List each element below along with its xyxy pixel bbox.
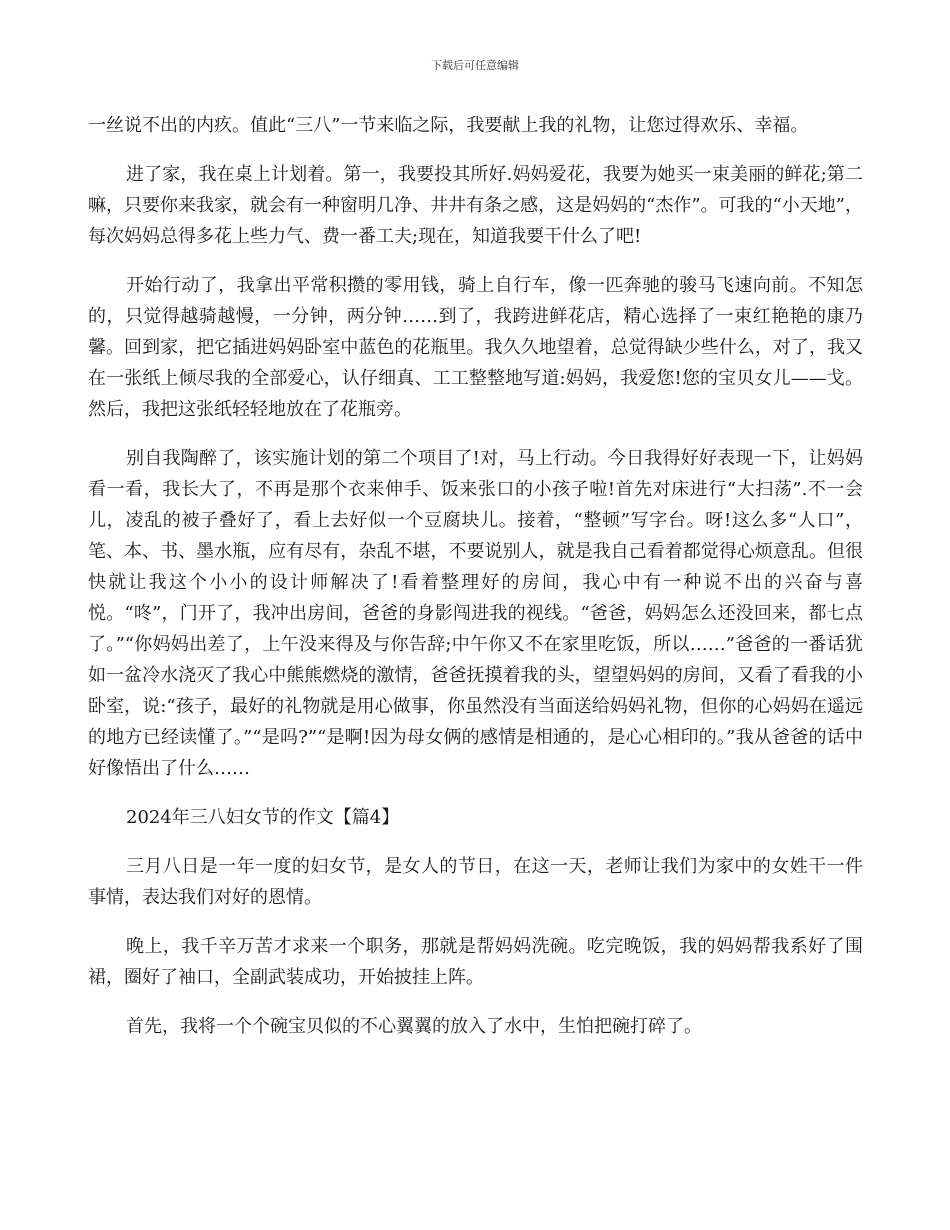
section-heading: 2024年三八妇女节的作文【篇4】 [126, 807, 400, 828]
page-header: 下载后可任意编辑 [431, 59, 519, 72]
paragraph: 首先，我将一个个碗宝贝似的不心翼翼的放入了水中，生怕把碗打碎了。 [126, 1016, 702, 1037]
paragraph: 开始行动了，我拿出平常积攒的零用钱，骑上自行车，像一匹奔驰的骏马飞速向前。不知怎的，只觉得越骑越慢，一分钟，两分钟……到了，我跨进鲜花店，精心选择了一束红艳艳的康乃馨。回到家，把它插进妈妈卧室中蓝色的花瓶里。我久久地望着，总觉得缺少些什么，对了，我又在一张纸上倾尽我的全部爱心，认仔细真、工工整整地写道:妈妈，我爱您!您的宝贝女儿——戈。然后，我把这张纸轻轻地放在了花瓶旁。 [88, 275, 863, 420]
document-body [88, 110, 863, 1060]
paragraph: 三月八日是一年一度的妇女节，是女人的节日，在这一天，老师让我们为家中的女姓干一件事情，表达我们对好的恩情。 [88, 856, 863, 908]
paragraph: 别自我陶醉了，该实施计划的第二个项目了!对，马上行动。今日我得好好表现一下，让妈妈看一看，我长大了，不再是那个衣来伸手、饭来张口的小孩子啦!首先对床进行“大扫荡”.不一会儿，凌乱的被子叠好了，看上去好似一个豆腐块儿。接着，“整顿”写字台。呀!这么多“人口”，笔、本、书、墨水瓶，应有尽有，杂乱不堪，不要说别人，就是我自己看着都觉得心烦意乱。但很快就让我这个小小的设计师解决了!看着整理好的房间，我心中有一种说不出的兴奋与喜悦。“咚”，门开了，我冲出房间，爸爸的身影闯进我的视线。“爸爸，妈妈怎么还没回来，都七点了。”“你妈妈出差了，上午没来得及与你告辞;中午你又不在家里吃饭，所以……”爸爸的一番话犹如一盆冷水浇灭了我心中熊熊燃烧的激情，爸爸抚摸着我的头，望望妈妈的房间，又看了看我的小卧室，说:“孩子，最好的礼物就是用心做事，你虽然没有当面送给妈妈礼物，但你的心妈妈在遥远的地方已经读懂了。”“是吗?”“是啊!因为母女俩的感情是相通的，是心心相印的。”我从爸爸的话中好像悟出了什么…… [88, 448, 863, 779]
paragraph: 晚上，我千辛万苦才求来一个职务，那就是帮妈妈洗碗。吃完晚饭，我的妈妈帮我系好了围裙，圈好了袖口，全副武装成功，开始披挂上阵。 [88, 936, 863, 988]
paragraph: 进了家，我在桌上计划着。第一，我要投其所好.妈妈爱花，我要为她买一束美丽的鲜花;第二嘛，只要你来我家，就会有一种窗明几净、井井有条之感，这是妈妈的“杰作”。可我的“小天地”，每次妈妈总得多花上些力气、费一番工夫;现在，知道我要干什么了吧! [88, 164, 863, 247]
paragraph: 一丝说不出的内疚。值此“三八”一节来临之际，我要献上我的礼物，让您过得欢乐、幸福。 [88, 115, 809, 136]
